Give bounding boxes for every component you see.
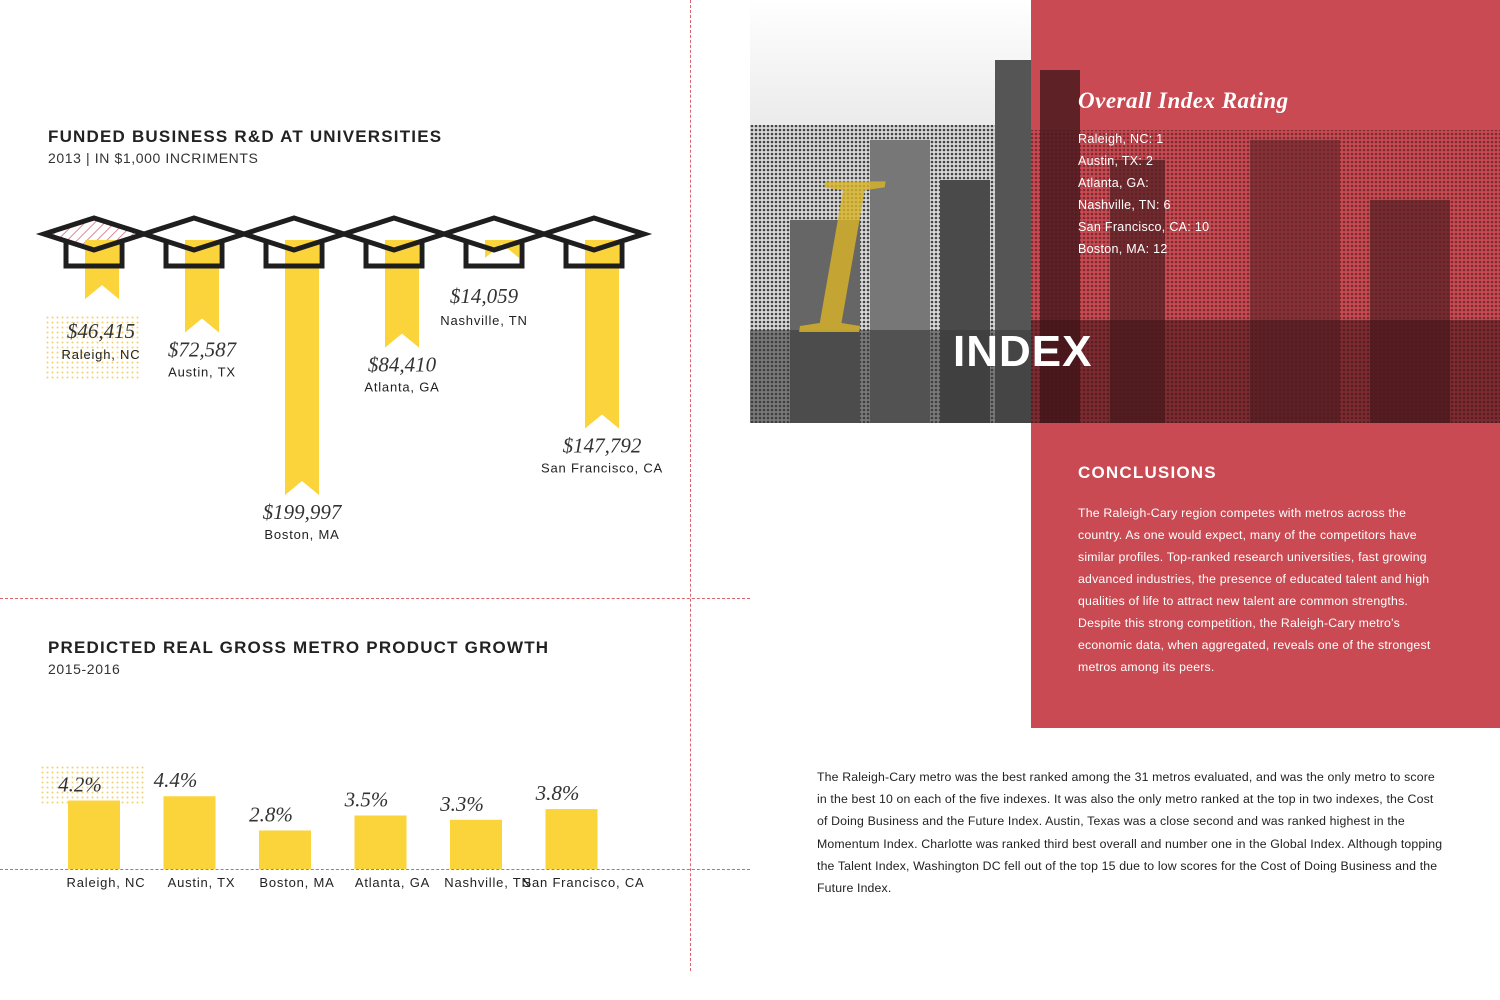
gmp-value-label: 4.2% bbox=[58, 772, 102, 797]
rd-value-label: $147,792 bbox=[562, 433, 642, 458]
summary-paragraph: The Raleigh-Cary metro was the best ranked among the 31 metros evaluated, and was the only metro to score in the best 10 on each of the five indexes. It was also the only metro ranked at the top in two indexes, the Cost of Doing Business and the Future Index. Austin, Texas was a close second and was ranked highest in the Momentum Index. Charlotte was ranked third best overall and number one in the Global Index. Although topping the Talent Index, Washington DC fell out of the top 15 due to low scores for the Cost of Doing Business and the Future Index. bbox=[817, 770, 1443, 896]
conclusions-text: The Raleigh-Cary region competes with metros across the country. As one would expect, many of the competitors have similar profiles. Top-ranked research universities, fast growing advanced industries, the presence of educated talent and high qualities of life to attract new talent are common strengths. Despite this strong competition, the Raleigh-Cary metro's economic data, when aggregated, reveals one of the strongest metros among its peers. bbox=[1078, 506, 1431, 674]
gmp-value-label: 4.4% bbox=[153, 768, 198, 793]
overall-rating-title: Overall Index Rating bbox=[1078, 88, 1289, 113]
rating-item: Atlanta, GA: bbox=[1078, 176, 1149, 190]
gmp-city-label: Austin, TX bbox=[167, 875, 236, 890]
gmp-value-label: 3.5% bbox=[344, 787, 389, 812]
rating-item: Nashville, TN: 6 bbox=[1078, 198, 1171, 212]
rating-item: San Francisco, CA: 10 bbox=[1078, 220, 1210, 234]
rd-city-label: Nashville, TN bbox=[440, 313, 528, 328]
rd-value-label: $46,415 bbox=[66, 319, 136, 343]
gmp-bar bbox=[355, 816, 407, 870]
conclusions-title: CONCLUSIONS bbox=[1078, 463, 1217, 482]
rating-item: Raleigh, NC: 1 bbox=[1078, 132, 1164, 146]
gmp-bar bbox=[546, 809, 598, 869]
rd-ribbon-bar bbox=[185, 240, 219, 333]
rating-item: Austin, TX: 2 bbox=[1078, 154, 1154, 168]
gmp-city-label: San Francisco, CA bbox=[522, 875, 645, 890]
rd-chart-subtitle: 2013 | IN $1,000 INCRIMENTS bbox=[48, 150, 259, 166]
gmp-value-label: 2.8% bbox=[249, 802, 293, 827]
gmp-value-label: 3.3% bbox=[440, 791, 484, 816]
rd-city-label: Boston, MA bbox=[264, 527, 340, 542]
rating-item: Boston, MA: 12 bbox=[1078, 242, 1168, 256]
gmp-chart bbox=[0, 700, 690, 1000]
gmp-value-label: 3.8% bbox=[535, 781, 580, 806]
gmp-bar bbox=[450, 820, 502, 869]
rd-ribbon-bar bbox=[385, 240, 419, 348]
rd-chart bbox=[0, 0, 690, 600]
rd-value-label: $14,059 bbox=[449, 284, 519, 308]
overall-rating-list bbox=[1078, 128, 1209, 260]
gmp-chart-subtitle: 2015-2016 bbox=[48, 661, 121, 677]
rd-value-label: $199,997 bbox=[262, 500, 342, 524]
gmp-city-label: Atlanta, GA bbox=[354, 875, 431, 890]
gmp-city-label: Raleigh, NC bbox=[66, 875, 146, 890]
rd-value-label: $84,410 bbox=[367, 352, 437, 377]
gmp-chart-title: PREDICTED REAL GROSS METRO PRODUCT GROWTH bbox=[48, 638, 550, 657]
gmp-city-label: Nashville, TN bbox=[444, 875, 532, 890]
index-heading: INDEX bbox=[953, 327, 1093, 376]
gmp-bar bbox=[164, 796, 216, 869]
rd-city-label: San Francisco, CA bbox=[541, 460, 663, 476]
gmp-bar bbox=[259, 830, 311, 869]
rd-ribbon-bar bbox=[285, 240, 319, 495]
rd-city-label: Raleigh, NC bbox=[61, 347, 141, 362]
rd-city-label: Atlanta, GA bbox=[364, 379, 440, 395]
vertical-divider bbox=[690, 0, 691, 971]
gmp-bar bbox=[68, 801, 120, 869]
rd-city-label: Austin, TX bbox=[168, 364, 236, 380]
rd-chart-title: FUNDED BUSINESS R&D AT UNIVERSITIES bbox=[48, 127, 443, 146]
index-letter-i: I bbox=[800, 127, 877, 382]
rd-value-label: $72,587 bbox=[167, 337, 237, 362]
gmp-city-label: Boston, MA bbox=[259, 875, 335, 890]
